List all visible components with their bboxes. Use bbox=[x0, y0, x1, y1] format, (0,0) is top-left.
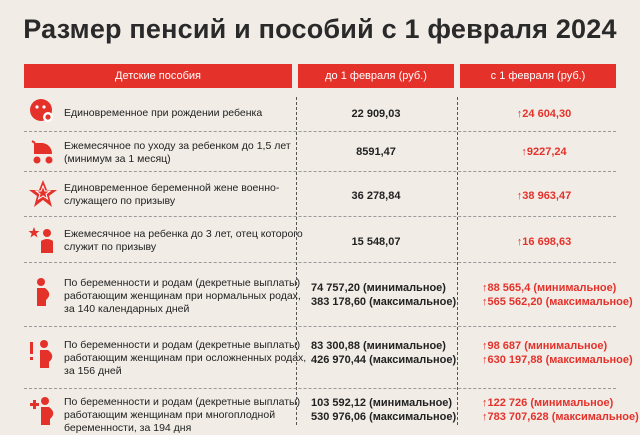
amount-before-max: 426 970,44 (максимальное) bbox=[311, 354, 457, 366]
amount-after bbox=[482, 396, 640, 424]
amount-after-max: ↑565 562,20 (максимальное) bbox=[482, 296, 633, 308]
amount-after-max: ↑783 707,628 (максимальное) bbox=[482, 411, 639, 423]
pregnant-warning-icon bbox=[28, 339, 58, 369]
table-row bbox=[24, 389, 639, 434]
amount-after: ↑16 698,63 bbox=[516, 236, 572, 248]
amount-before: 22 909,03 bbox=[351, 108, 401, 120]
amount-after: ↑38 963,47 bbox=[516, 190, 572, 202]
stroller-icon bbox=[28, 137, 58, 167]
header-after: с 1 февраля (руб.) bbox=[460, 64, 616, 88]
military-star-icon bbox=[28, 179, 58, 209]
benefit-label: Единовременное при рождении ребенка bbox=[64, 107, 263, 119]
amount-after bbox=[482, 339, 640, 367]
benefit-label: По беременности и родам (декретные выплаты) работающим женщинам при нормальных родах, за 140 календарных дней bbox=[64, 277, 301, 315]
benefit-label: По беременности и родам (декретные выплаты) работающим женщинам при осложненных родах, за 156 дней bbox=[64, 339, 307, 377]
amount-before bbox=[311, 281, 467, 309]
amount-before-min: 74 757,20 (минимальное) bbox=[311, 282, 446, 294]
amount-before: 36 278,84 bbox=[351, 190, 401, 202]
table-row bbox=[24, 93, 616, 132]
pregnant-plus-icon bbox=[28, 396, 58, 426]
table-row bbox=[24, 172, 616, 217]
amount-after-max: ↑630 197,88 (максимальное) bbox=[482, 354, 633, 366]
amount-before bbox=[311, 339, 467, 367]
amount-after-min: ↑88 565,4 (минимальное) bbox=[482, 282, 617, 294]
header-benefits: Детские пособия bbox=[24, 64, 292, 88]
amount-before bbox=[311, 396, 467, 424]
table-row bbox=[24, 132, 616, 172]
amount-after-min: ↑122 726 (минимальное) bbox=[482, 397, 614, 409]
pregnant-woman-icon bbox=[28, 277, 58, 307]
table-row bbox=[24, 217, 616, 263]
page-title: Размер пенсий и пособий с 1 февраля 2024 bbox=[23, 14, 617, 44]
table-row bbox=[24, 263, 633, 327]
amount-after: ↑9227,24 bbox=[521, 146, 567, 158]
amount-after bbox=[482, 281, 640, 309]
amount-before-max: 383 178,60 (максимальное) bbox=[311, 296, 457, 308]
amount-before: 15 548,07 bbox=[351, 236, 401, 248]
amount-before: 8591,47 bbox=[356, 146, 396, 158]
benefit-label: Ежемесячное по уходу за ребенком до 1,5 лет (минимум за 1 месяц) bbox=[64, 140, 291, 165]
amount-before-min: 103 592,12 (минимальное) bbox=[311, 397, 453, 409]
amount-before-min: 83 300,88 (минимальное) bbox=[311, 340, 446, 352]
soldier-child-icon bbox=[28, 225, 58, 255]
benefit-label: По беременности и родам (декретные выплаты) работающим женщинам при многоплодной беременности, за 194 дня bbox=[64, 396, 301, 434]
amount-after-min: ↑98 687 (минимальное) bbox=[482, 340, 608, 352]
benefit-label: Единовременное беременной жене военно-служащего по призыву bbox=[64, 182, 280, 207]
amount-before-max: 530 976,06 (максимальное) bbox=[311, 411, 457, 423]
amount-after: ↑24 604,30 bbox=[516, 108, 572, 120]
table-row bbox=[24, 327, 633, 389]
benefit-label: Ежемесячное на ребенка до 3 лет, отец которого служит по призыву bbox=[64, 228, 303, 253]
baby-pacifier-icon bbox=[28, 97, 58, 127]
header-before: до 1 февраля (руб.) bbox=[298, 64, 454, 88]
